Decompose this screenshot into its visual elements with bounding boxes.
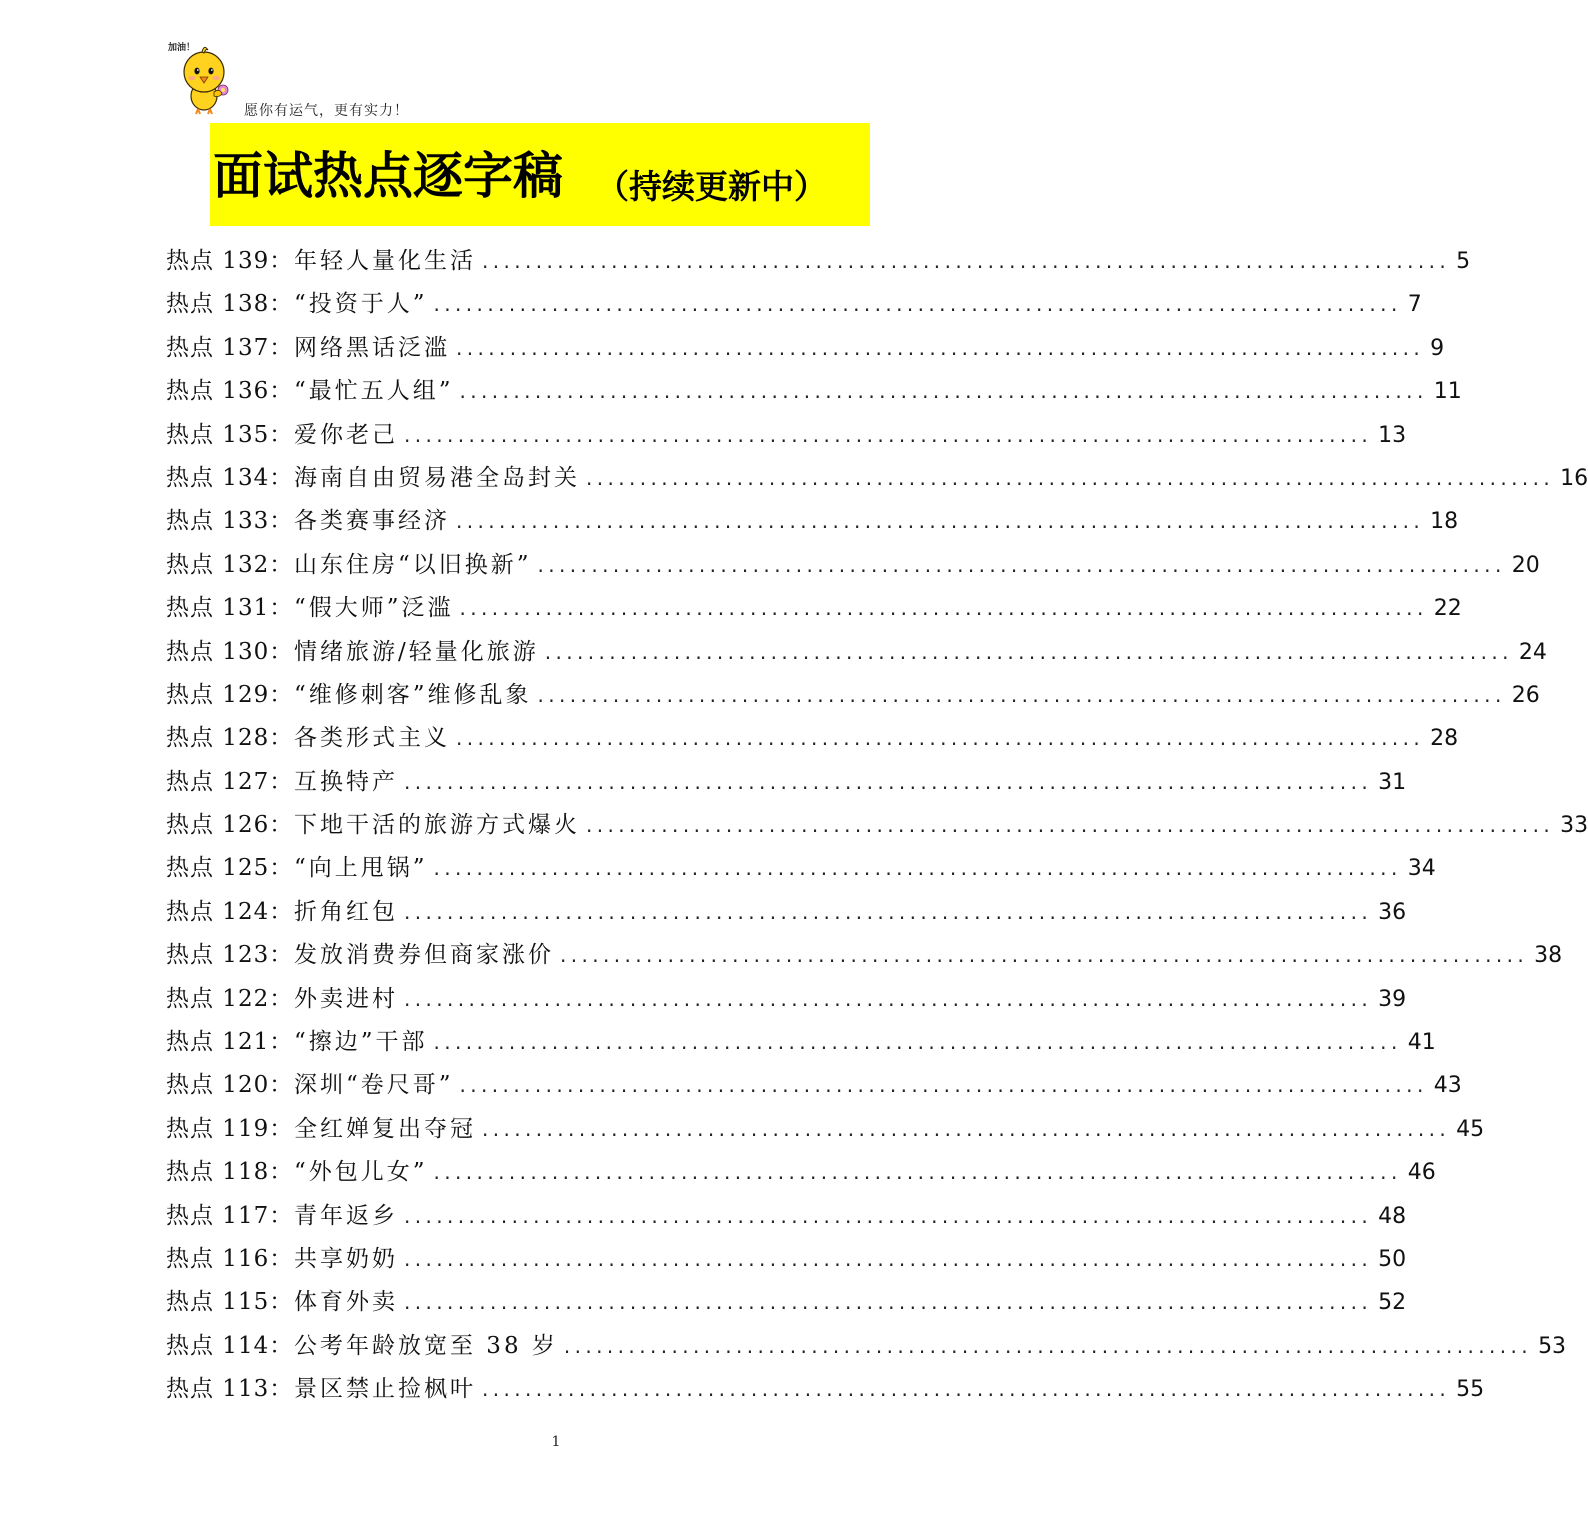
toc-entry-title: 发放消费券但商家涨价 [294,942,554,969]
toc-leader-dots: .......................................................................................... [433,1160,1402,1185]
toc-entry-number: 热点 138： [166,291,294,318]
toc-entry-page: 55 [1456,1377,1485,1403]
toc-entry-title: 体育外卖 [294,1289,398,1316]
toc-entry[interactable] [166,978,1407,1021]
toc-entry-number: 热点 135： [166,421,294,448]
toc-entry[interactable] [166,1064,1462,1107]
toc-entry-number: 热点 139： [166,248,294,274]
toc-entry-number: 热点 127： [166,768,294,795]
toc-leader-dots: .......................................................................................... [404,769,1373,794]
toc-entry[interactable] [166,804,1588,847]
toc-leader-dots: .......................................................................................... [537,682,1506,707]
toc-entry-title: 下地干活的旅游方式爆火 [294,812,580,839]
toc-entry-page: 20 [1511,552,1540,578]
toc-entry-title: 共享奶奶 [294,1245,398,1272]
toc-entry-number: 热点 118： [166,1159,294,1186]
toc-entry-number: 热点 117： [166,1202,294,1229]
toc-entry-title: 折角红包 [294,898,398,925]
toc-leader-dots: .......................................................................................... [404,1246,1373,1271]
toc-entry-page: 16 [1560,465,1588,491]
toc-entry[interactable] [166,240,1471,283]
toc-leader-dots: .......................................................................................... [404,899,1373,924]
toc-entry[interactable] [166,1195,1407,1238]
toc-entry[interactable] [166,500,1459,543]
toc-entry[interactable] [166,674,1540,717]
toc-entry-page: 11 [1433,379,1462,405]
toc-entry-title: 青年返乡 [294,1202,398,1229]
toc-entry-page: 18 [1430,509,1459,535]
toc-entry-page: 39 [1378,986,1407,1012]
toc-entry-page: 53 [1538,1333,1567,1359]
toc-entry[interactable] [166,414,1407,457]
toc-leader-dots: .......................................................................................... [482,1116,1451,1141]
toc-entry-title: 爱你老己 [294,421,398,448]
toc-entry-page: 43 [1433,1073,1462,1099]
toc-entry-page: 9 [1430,335,1445,361]
toc-entry[interactable] [166,1238,1407,1281]
toc-entry-title: “外包儿女” [294,1159,428,1186]
toc-entry-page: 52 [1378,1290,1407,1316]
toc-entry-page: 36 [1378,899,1407,925]
page-number: 1 [551,1434,561,1450]
toc-entry[interactable] [166,544,1540,587]
toc-entry-title: 全红婵复出夺冠 [294,1115,476,1142]
toc-entry-page: 45 [1456,1116,1485,1142]
toc-leader-dots: .......................................................................................... [537,552,1506,577]
toc-entry[interactable] [166,717,1459,760]
toc-leader-dots: .......................................................................................... [459,596,1428,621]
toc-entry-number: 热点 131： [166,595,294,622]
toc-entry[interactable] [166,283,1422,326]
toc-entry-title: 互换特产 [294,768,398,795]
toc-leader-dots: .......................................................................................... [459,1073,1428,1098]
toc-leader-dots: .......................................................................................... [482,1377,1451,1402]
toc-entry-title: 山东住房“以旧换新” [294,551,532,578]
toc-leader-dots: .......................................................................................... [456,335,1425,360]
toc-entry-page: 13 [1378,422,1407,448]
toc-entry-title: “擦边”干部 [294,1029,428,1056]
table-of-contents [166,240,1588,1412]
toc-entry-title: 网络黑话泛滥 [294,334,450,361]
toc-entry-page: 22 [1433,596,1462,622]
toc-entry-number: 热点 133： [166,508,294,535]
toc-leader-dots: .......................................................................................... [586,813,1555,838]
toc-entry-number: 热点 132： [166,551,294,578]
toc-entry[interactable] [166,370,1462,413]
toc-entry-title: 年轻人量化生活 [294,248,476,274]
toc-leader-dots: .......................................................................................... [563,1333,1533,1358]
toc-entry[interactable] [166,891,1407,934]
toc-leader-dots: .......................................................................................... [404,986,1373,1011]
toc-entry-number: 热点 130： [166,638,294,665]
toc-entry-title: 景区禁止捡枫叶 [294,1376,476,1403]
toc-entry[interactable] [166,1151,1436,1194]
toc-entry-page: 33 [1560,813,1588,839]
toc-entry-title: “向上甩锅” [294,855,428,882]
toc-entry-page: 38 [1534,943,1563,969]
toc-entry-number: 热点 115： [166,1289,294,1316]
toc-entry-title: 情绪旅游/轻量化旅游 [294,638,539,665]
toc-entry-number: 热点 128： [166,725,294,752]
toc-entry-title: “投资于人” [294,291,428,318]
toc-entry-page: 41 [1407,1030,1436,1056]
toc-entry-title: 各类形式主义 [294,725,450,752]
toc-leader-dots: .......................................................................................... [456,726,1425,751]
toc-entry-page: 28 [1430,726,1459,752]
toc-entry[interactable] [166,1021,1436,1064]
toc-entry[interactable] [166,1368,1485,1411]
toc-leader-dots: .......................................................................................... [433,1030,1402,1055]
toc-leader-dots: .......................................................................................... [459,379,1428,404]
toc-entry-number: 热点 119： [166,1115,294,1142]
toc-entry-number: 热点 125： [166,855,294,882]
document-title: 面试热点逐字稿 [213,147,563,205]
toc-entry[interactable] [166,457,1588,500]
toc-entry-number: 热点 126： [166,812,294,839]
toc-leader-dots: .......................................................................................... [404,1203,1373,1228]
toc-entry-page: 48 [1378,1203,1407,1229]
toc-leader-dots: .......................................................................................... [456,509,1425,534]
toc-entry[interactable] [166,1281,1407,1324]
toc-entry-number: 热点 120： [166,1072,294,1099]
toc-entry-title: “假大师”泛滥 [294,595,454,622]
toc-entry-number: 热点 129： [166,681,294,708]
toc-entry[interactable] [166,631,1547,674]
toc-entry[interactable] [166,761,1407,804]
toc-entry[interactable] [166,327,1445,370]
motto-text: 愿你有运气，更有实力！ [244,103,409,119]
document-subtitle: （持续更新中） [596,167,827,206]
toc-entry-page: 31 [1378,769,1407,795]
toc-leader-dots: .......................................................................................... [404,1290,1373,1315]
toc-entry-page: 26 [1511,682,1540,708]
toc-entry[interactable] [166,587,1462,630]
toc-entry-page: 24 [1518,639,1547,665]
toc-entry-number: 热点 116： [166,1245,294,1272]
toc-entry-number: 热点 114： [166,1332,294,1359]
toc-entry-title: “最忙五人组” [294,378,454,405]
toc-leader-dots: .......................................................................................... [586,465,1555,490]
toc-entry-number: 热点 113： [166,1376,294,1403]
mascot-badge-text: 加油！ [168,43,196,53]
toc-entry-number: 热点 136： [166,378,294,405]
toc-entry-page: 7 [1407,292,1422,318]
toc-leader-dots: .......................................................................................... [433,292,1402,317]
toc-leader-dots: .......................................................................................... [404,422,1373,447]
toc-entry-number: 热点 137： [166,334,294,361]
toc-entry-page: 34 [1407,856,1436,882]
toc-entry[interactable] [166,934,1563,977]
toc-entry-number: 热点 122： [166,985,294,1012]
toc-entry-title: 深圳“卷尺哥” [294,1072,454,1099]
toc-entry[interactable] [166,1325,1567,1368]
toc-leader-dots: .......................................................................................... [560,943,1529,968]
toc-entry-title: “维修刺客”维修乱象 [294,681,532,708]
toc-entry-page: 46 [1407,1160,1436,1186]
toc-entry-number: 热点 124： [166,898,294,925]
toc-entry-title: 外卖进村 [294,985,398,1012]
toc-entry-page: 5 [1456,249,1471,274]
toc-entry[interactable] [166,1108,1485,1151]
toc-entry-title: 各类赛事经济 [294,508,450,535]
toc-entry-number: 热点 123： [166,942,294,969]
toc-leader-dots: .......................................................................................... [544,639,1513,664]
toc-leader-dots: .......................................................................................... [433,856,1402,881]
toc-leader-dots: .......................................................................................... [482,249,1451,273]
toc-entry-page: 50 [1378,1246,1407,1272]
toc-entry-number: 热点 121： [166,1029,294,1056]
toc-entry-title: 海南自由贸易港全岛封关 [294,464,580,491]
toc-entry-number: 热点 134： [166,464,294,491]
toc-entry[interactable] [166,847,1436,890]
toc-entry-title: 公考年龄放宽至 38 岁 [294,1332,558,1359]
